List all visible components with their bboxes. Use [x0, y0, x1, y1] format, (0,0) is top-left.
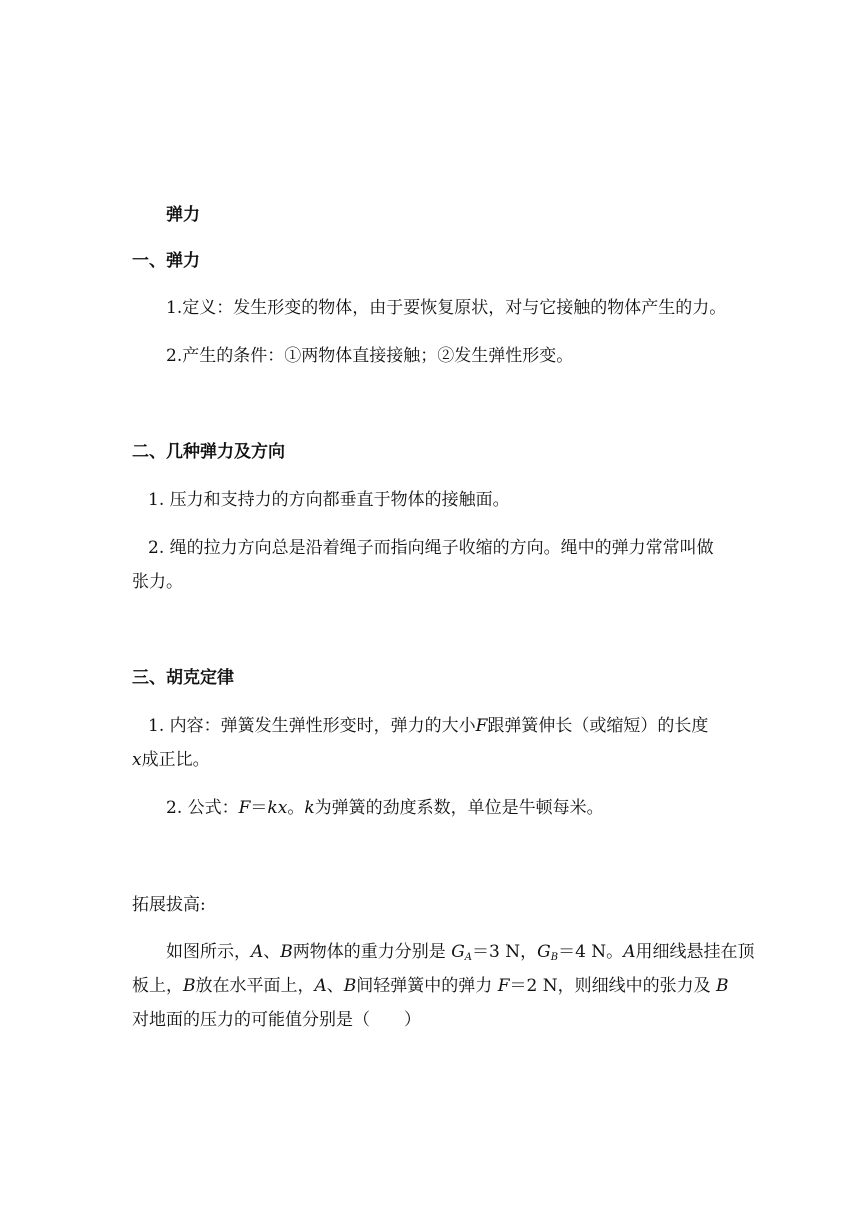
hooke-formula-line: 2. 公式：F＝kx。k为弹簧的劲度系数，单位是牛顿每米。 [166, 798, 604, 818]
tension-paragraph-line2: 张力。 [132, 572, 183, 592]
hooke-content-line2: x成正比。 [132, 750, 210, 770]
problem-line1: 如图所示，A、B两物体的重力分别是 $G_A=3$ N，$G_B=4$ N。A用细线悬挂在顶 [166, 942, 755, 963]
tension-paragraph-line1: 2. 绳的拉力方向总是沿着绳子而指向绳子收缩的方向。绳中的弹力常常叫做 [148, 538, 714, 558]
problem-line2: 板上，B放在水平面上，A、B间轻弹簧中的弹力 F＝2 N，则细线中的张力及 B [132, 976, 729, 996]
definition-paragraph: 1.定义：发生形变的物体，由于要恢复原状，对与它接触的物体产生的力。 [166, 298, 727, 318]
section-heading-types: 二、几种弹力及方向 [132, 442, 285, 462]
extension-heading: 拓展拔高: [132, 895, 206, 915]
section-heading-hooke: 三、胡克定律 [132, 668, 234, 688]
document-title: 弹力 [166, 205, 200, 225]
hooke-content-line1: 1. 内容：弹簧发生弹性形变时，弹力的大小F跟弹簧伸长（或缩短）的长度 [148, 716, 709, 736]
problem-line3: 对地面的压力的可能值分别是（ ） [132, 1010, 421, 1030]
pressure-support-paragraph: 1. 压力和支持力的方向都垂直于物体的接触面。 [148, 490, 510, 510]
conditions-paragraph: 2.产生的条件：①两物体直接接触；②发生弹性形变。 [166, 346, 574, 366]
section-heading-elastic-force: 一、弹力 [132, 251, 200, 271]
